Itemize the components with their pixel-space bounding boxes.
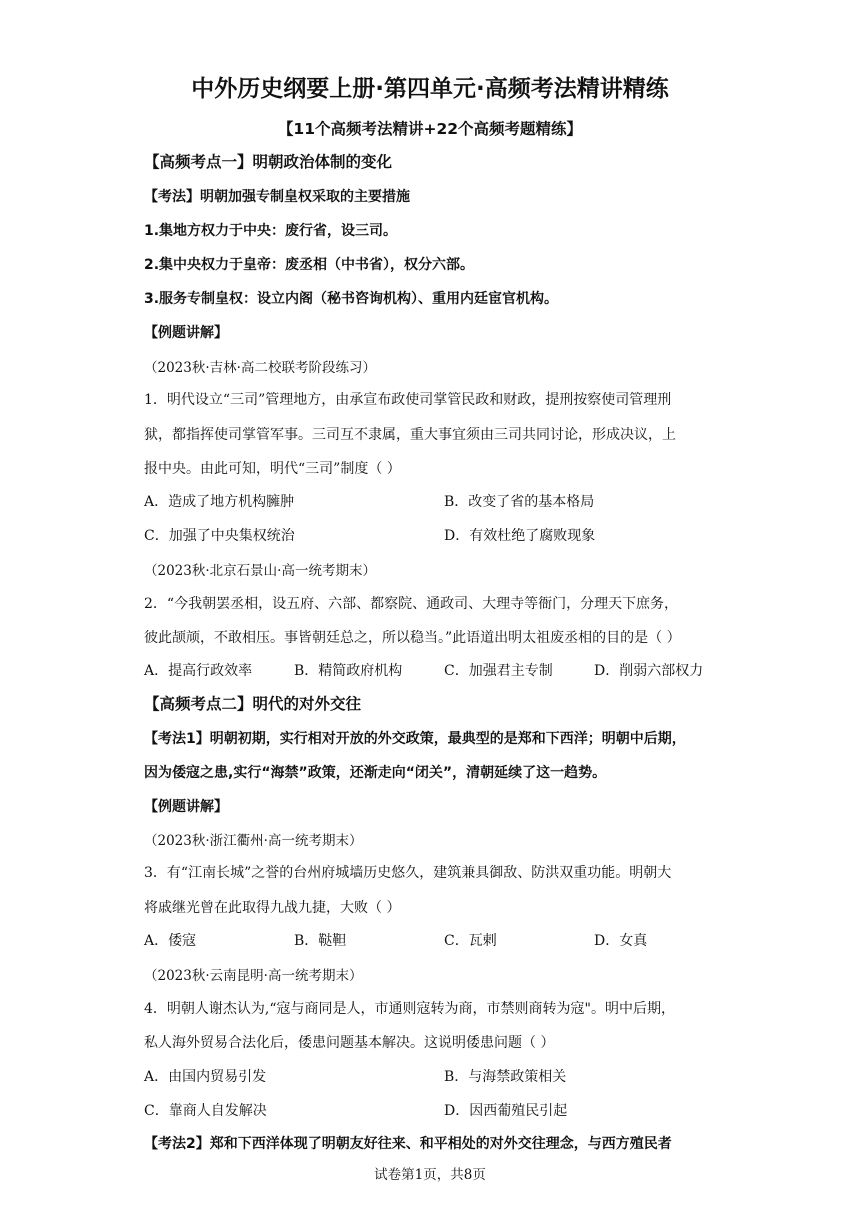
question-2-option-a: A．提高行政效率 [144, 663, 253, 679]
question-1-line-3: 报中央。由此可知，明代“三司”制度（ ） [144, 461, 401, 477]
question-4-option-c: C．靠商人自发解决 [144, 1103, 267, 1119]
page-subtitle: 【11个高频考法精讲+22个高频考题精练】 [277, 120, 583, 138]
question-1-option-b: B．改变了省的基本格局 [444, 494, 595, 510]
section-2-heading: 【高频考点二】明代的对外交往 [144, 695, 362, 713]
page-footer: 试卷第1页，共8页 [374, 1167, 486, 1183]
question-4-option-d: D．因西葡殖民引起 [444, 1103, 568, 1119]
question-4-source: （2023秋·云南昆明·高一统考期末） [144, 968, 363, 984]
section-1-point-2: 2.集中央权力于皇帝：废丞相（中书省），权分六部。 [144, 257, 475, 273]
question-1-source: （2023秋·吉林·高二校联考阶段练习） [144, 360, 376, 376]
section-2-method-1-line-2: 因为倭寇之患,实行“海禁”政策，还渐走向“闭关”，清朝延续了这一趋势。 [144, 765, 607, 781]
section-1-method: 【考法】明朝加强专制皇权采取的主要措施 [144, 189, 410, 205]
question-1-option-a: A．造成了地方机构臃肿 [144, 494, 295, 510]
question-4-line-2: 私人海外贸易合法化后，倭患问题基本解决。这说明倭患问题（ ） [144, 1035, 555, 1051]
section-2-method-1-line-1: 【考法1】明朝初期，实行相对开放的外交政策，最典型的是郑和下西洋；明朝中后期， [144, 731, 686, 747]
question-3-option-c: C．瓦剌 [444, 933, 497, 949]
question-1-line-2: 狱，都指挥使司掌管军事。三司互不隶属，重大事宜须由三司共同讨论，形成决议，上 [144, 427, 676, 443]
question-4-line-1: 4．明朝人谢杰认为,“寇与商同是人，市通则寇转为商，市禁则商转为寇"。明中后期， [144, 1001, 675, 1017]
question-1-option-d: D．有效杜绝了腐败现象 [444, 528, 596, 544]
question-4-option-a: A．由国内贸易引发 [144, 1069, 267, 1085]
question-3-line-1: 3．有“江南长城”之誉的台州府城墙历史悠久，建筑兼具御敌、防洪双重功能。明朝大 [144, 865, 672, 881]
question-2-source: （2023秋·北京石景山·高一统考期末） [144, 563, 376, 579]
section-1-point-1: 1.集地方权力于中央：废行省，设三司。 [144, 223, 398, 239]
question-2-option-b: B．精简政府机构 [294, 663, 403, 679]
question-2-option-d: D．削弱六部权力 [594, 663, 704, 679]
question-1-option-c: C．加强了中央集权统治 [144, 528, 295, 544]
section-1-example-label: 【例题讲解】 [144, 325, 228, 341]
section-1-heading: 【高频考点一】明朝政治体制的变化 [144, 153, 393, 171]
question-3-option-a: A．倭寇 [144, 933, 197, 949]
question-3-line-2: 将戚继光曾在此取得九战九捷，大败（ ） [144, 900, 401, 916]
question-2-option-c: C．加强君主专制 [444, 663, 553, 679]
section-2-method-2: 【考法2】郑和下西洋体现了明朝友好往来、和平相处的对外交往理念，与西方殖民者 [144, 1136, 672, 1152]
question-3-option-d: D．女真 [594, 933, 648, 949]
section-1-point-3: 3.服务专制皇权：设立内阁（秘书咨询机构）、重用内廷宦官机构。 [144, 291, 559, 307]
question-1-line-1: 1．明代设立“三司”管理地方，由承宣布政使司掌管民政和财政，提刑按察使司管理刑 [144, 392, 672, 408]
section-2-example-label: 【例题讲解】 [144, 799, 228, 815]
question-2-line-2: 彼此颉颃，不敢相压。事皆朝廷总之，所以稳当。”此语道出明太祖废丞相的目的是（ ） [144, 630, 681, 646]
question-3-source: （2023秋·浙江衢州·高一统考期末） [144, 833, 363, 849]
page-title: 中外历史纲要上册·第四单元·高频考法精讲精练 [191, 76, 669, 102]
question-3-option-b: B．鞑靼 [294, 933, 347, 949]
question-4-option-b: B．与海禁政策相关 [444, 1069, 567, 1085]
question-2-line-1: 2．“今我朝罢丞相，设五府、六部、都察院、通政司、大理寺等衙门，分理天下庶务， [144, 596, 679, 612]
